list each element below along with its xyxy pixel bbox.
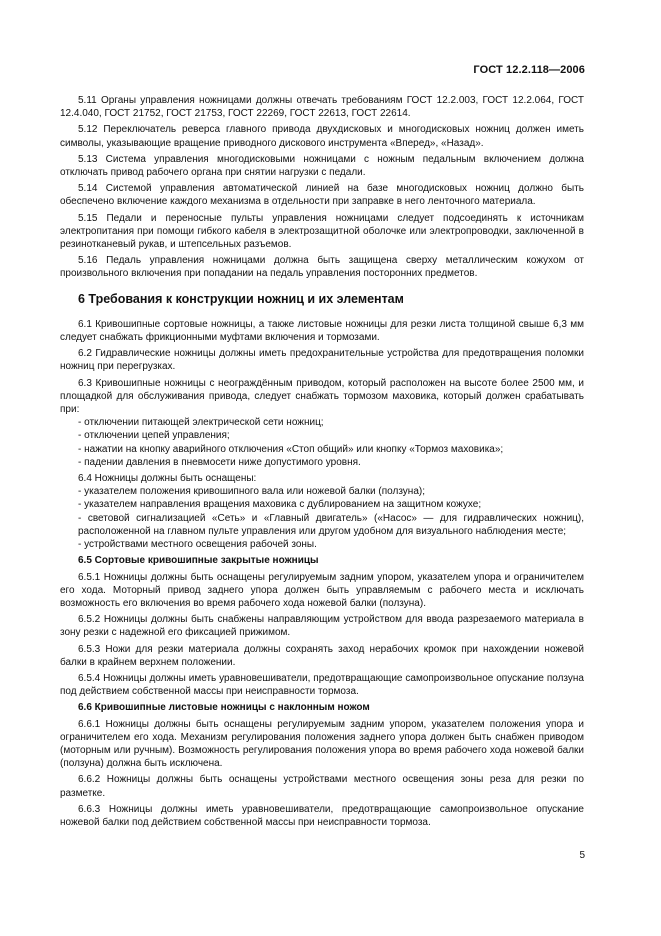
page-number: 5 bbox=[579, 850, 585, 861]
paragraph-6-5-2: 6.5.2 Ножницы должны быть снабжены направляющим устройством для ввода разрезаемого материала в зону резки с надежной его фиксацией прижимом. bbox=[60, 614, 584, 639]
list-item: - устройствами местного освещения рабочей зоны. bbox=[78, 539, 317, 551]
paragraph-5-11: 5.11 Органы управления ножницами должны отвечать требованиям ГОСТ 12.2.003, ГОСТ 12.2.064, ГОСТ 12.4.040, ГОСТ 21752, ГОСТ 21753, ГОСТ 22269, ГОСТ 22613, ГОСТ 22614. bbox=[60, 95, 584, 120]
paragraph-6-5-3: 6.5.3 Ножи для резки материала должны сохранять заход нерабочих кромок при нахождении ножевой балки в крайнем верхнем положении. bbox=[60, 643, 584, 668]
subsection-6-6-heading: 6.6 Кривошипные листовые ножницы с наклонным ножом bbox=[78, 702, 370, 714]
section-6-heading: 6 Требования к конструкции ножниц и их элементам bbox=[78, 291, 404, 306]
paragraph-5-16: 5.16 Педаль управления ножницами должна быть защищена сверху металлическим кожухом от произвольного включения при попадании на педаль управления посторонних предметов. bbox=[60, 255, 584, 280]
paragraph-6-6-3: 6.6.3 Ножницы должны иметь уравновешиватели, предотвращающие самопроизвольное опускание ножевой балки под действием собственной массы при неисправности тормоза. bbox=[60, 803, 584, 828]
paragraph-6-5-1: 6.5.1 Ножницы должны быть оснащены регулируемым задним упором, указателем упора и ограничителем его хода. Моторный привод заднего упора должен быть управляемым с рабочего места и исключать возможность его включения во время рабочего хода ножевой балки (ползуна). bbox=[60, 571, 584, 609]
paragraph-5-13: 5.13 Система управления многодисковыми ножницами с ножным педальным включением должна отключать привод рабочего органа при снятии нагрузки с педали. bbox=[60, 153, 584, 179]
list-item: - отключении цепей управления; bbox=[78, 430, 230, 442]
paragraph-6-4: 6.4 Ножницы должны быть оснащены: bbox=[78, 473, 257, 485]
subsection-6-5-heading: 6.5 Сортовые кривошипные закрытые ножницы bbox=[78, 555, 319, 567]
paragraph-6-6-2: 6.6.2 Ножницы должны быть оснащены устройствами местного освещения зоны реза для резки по разметке. bbox=[60, 774, 584, 799]
list-item: - указателем положения кривошипного вала или ножевой балки (ползуна); bbox=[78, 486, 425, 498]
paragraph-5-12: 5.12 Переключатель реверса главного привода двухдисковых и многодисковых ножниц должен иметь символы, указывающие вращение приводного дискового инструмента «Вперед», «Назад». bbox=[60, 124, 584, 149]
list-item: - указателем направления вращения маховика с дублированием на защитном кожухе; bbox=[78, 499, 482, 511]
paragraph-6-5-4: 6.5.4 Ножницы должны иметь уравновешиватели, предотвращающие самопроизвольное опускание ползуна под действием собственной массы при неисправности тормоза. bbox=[60, 672, 584, 698]
paragraph-6-1: 6.1 Кривошипные сортовые ножницы, а также листовые ножницы для резки листа толщиной свыше 6,3 мм следует снабжать фрикционными муфтами включения и тормозами. bbox=[60, 318, 584, 344]
list-item: - нажатии на кнопку аварийного отключения «Стоп общий» или кнопку «Тормоз маховика»; bbox=[78, 443, 504, 455]
paragraph-6-2: 6.2 Гидравлические ножницы должны иметь предохранительные устройства для предотвращения поломки ножниц при перегрузках. bbox=[60, 348, 584, 373]
paragraph-5-15: 5.15 Педали и переносные пульты управления ножницами следует подсоединять к источникам электропитания при помощи гибкого кабеля в электрозащитной оболочке или электропроводки, заключенной в резинотканевый рукав, и штепсельных разъемов. bbox=[60, 212, 584, 251]
list-item: - световой сигнализацией «Сеть» и «Главный двигатель» («Насос» — для гидравлических ножниц), расположенной на главном пульте управления или другом удобном для визуального наблюдения месте; bbox=[78, 512, 584, 537]
list-item: - падении давления в пневмосети ниже допустимого уровня. bbox=[78, 456, 361, 468]
paragraph-6-3: 6.3 Кривошипные ножницы с неограждённым приводом, который расположен на высоте более 2500 мм, и площадкой для обслуживания привода, следует снабжать тормозом маховика, который должен срабатывать при: bbox=[60, 377, 584, 416]
paragraph-5-14: 5.14 Системой управления автоматической линией на базе многодисковых ножниц должно быть обеспечено включение каждого механизма в отдельности при заправке в него ленточного материала. bbox=[60, 183, 584, 208]
list-item: - отключении питающей электрической сети ножниц; bbox=[78, 417, 324, 429]
paragraph-6-6-1: 6.6.1 Ножницы должны быть оснащены регулируемым задним упором, указателем положения упора и ограничителем его хода. Механизм регулирования положения заднего упора должен быть снабжен приводом (моторным или ручным). Возможность регулирования положения упора во время рабочего хода ножевой балки (ползуна) должна быть исключена. bbox=[60, 718, 584, 770]
document-header-id: ГОСТ 12.2.118—2006 bbox=[473, 64, 585, 76]
document-body bbox=[60, 94, 584, 829]
